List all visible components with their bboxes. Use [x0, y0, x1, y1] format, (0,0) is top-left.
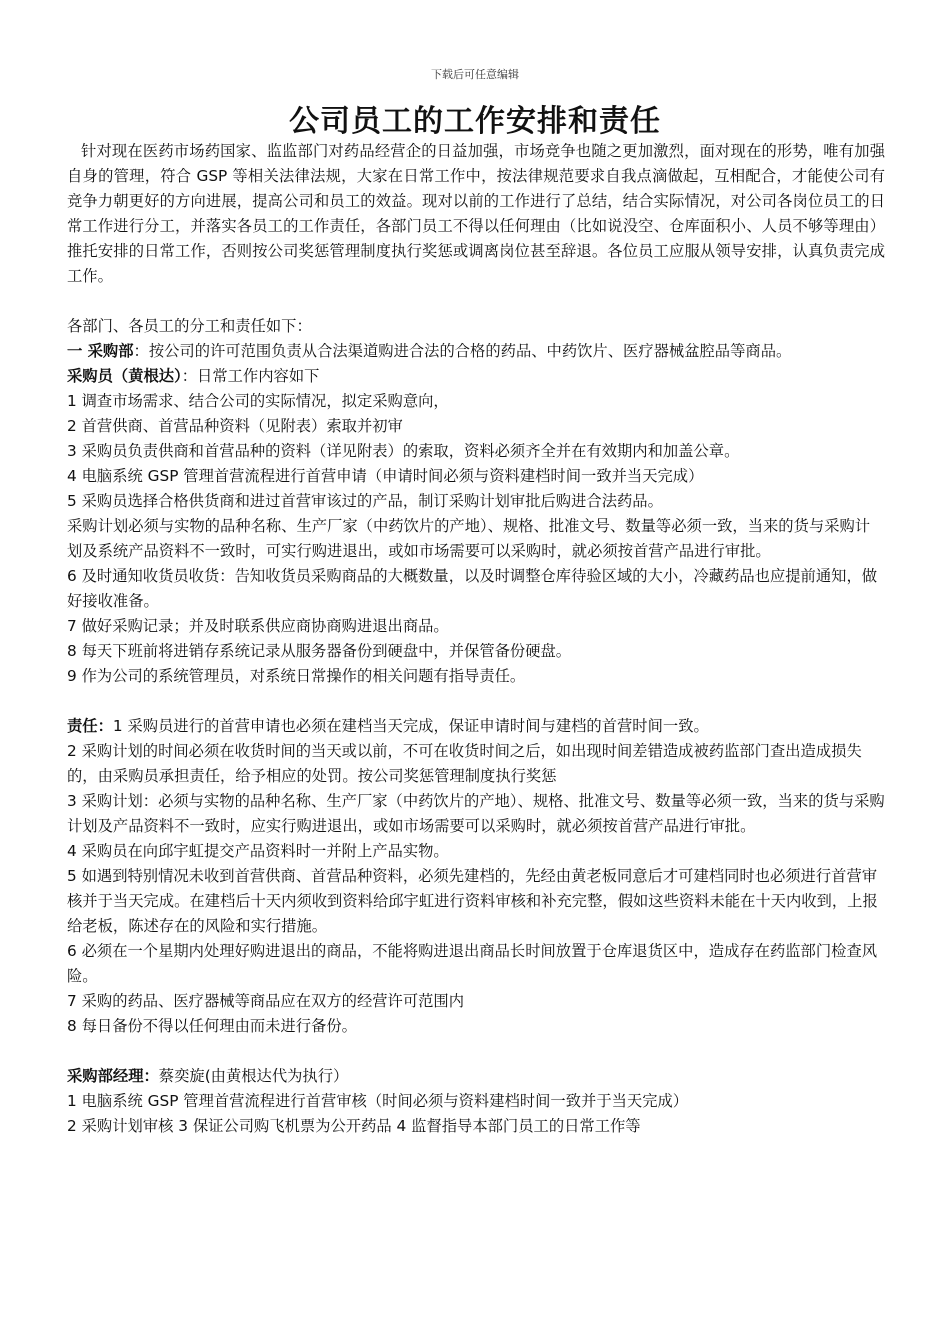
responsibility-item: 7 采购的药品、医疗器械等商品应在双方的经营许可范围内 — [67, 992, 465, 1010]
responsibility-item — [67, 714, 885, 739]
spacer — [67, 689, 885, 714]
manager-duty-item: 1 电脑系统 GSP 管理首营流程进行首营审核（时间必须与资料建档时间一致并于当天完成） — [67, 1092, 689, 1110]
duty-item: 采购计划必须与实物的品种名称、生产厂家（中药饮片的产地）、规格、批准文号、数量等必须一致，当来的货与采购计划及系统产品资料不一致时，可实行购进退出，或如市场需要可以采购时，就必须按首营产品进行审批。 — [67, 517, 871, 560]
intro-paragraph: 针对现在医药市场药国家、监监部门对药品经营企的日益加强，市场竞争也随之更加激烈，面对现在的形势，唯有加强自身的管理，符合 GSP 等相关法律法规，大家在日常工作中，按法律规范要求自我点滴做起，互相配合，才能使公司有竞争力朝更好的方向进展，提高公司和员工的效益。现对以前的工作进行了总结，结合实际情况，对公司各岗位员工的日常工作进行分工，并落实各员工的工作责任，各部门员工不得以任何理由（比如说没空、仓库面积小、人员不够等理由）推托安排的日常工作，否则按公司奖惩管理制度执行奖惩或调离岗位甚至辞退。各位员工应服从领导安排，认真负责完成工作。 — [67, 142, 885, 285]
purchasing-section — [67, 339, 885, 364]
duty-item: 7 做好采购记录；并及时联系供应商协商购进退出商品。 — [67, 617, 449, 635]
buyer-desc: ：日常工作内容如下 — [181, 367, 320, 385]
manager-line — [67, 1064, 885, 1089]
duty-item: 1 调查市场需求、结合公司的实际情况，拟定采购意向， — [67, 392, 449, 410]
responsibility-item: 5 如遇到特别情况未收到首营供商、首营品种资料，必须先建档的，先经由黄老板同意后才可建档同时也必须进行首营审核并于当天完成。在建档后十天内须收到资料给邱宇虹进行资料审核和补充完整，假如这些资料未能在十天内收到，上报给老板，陈述存在的风险和实行措施。 — [67, 867, 878, 935]
spacer — [67, 289, 885, 314]
purchasing-heading: 一 采购部 — [67, 342, 134, 360]
manager-label: 采购部经理： — [67, 1067, 159, 1085]
manager-duty-item: 2 采购计划审核 3 保证公司购飞机票为公开药品 4 监督指导本部门员工的日常工作等 — [67, 1117, 641, 1135]
responsibility-label: 责任： — [67, 717, 113, 735]
duty-item: 2 首营供商、首营品种资料（见附表）索取并初审 — [67, 417, 403, 435]
manager-desc: 蔡奕旋(由黄根达代为执行） — [158, 1067, 349, 1085]
header-note: 下载后可任意编辑 — [431, 68, 519, 81]
purchasing-desc: ：按公司的许可范围负责从合法渠道购进合法的合格的药品、中药饮片、医疗器械盆腔品等商品。 — [133, 342, 792, 360]
responsibility-item: 2 采购计划的时间必须在收货时间的当天或以前，不可在收货时间之后，如出现时间差错造成被药监部门查出造成损失的，由采购员承担责任，给予相应的处罚。按公司奖惩管理制度执行奖惩 — [67, 742, 862, 785]
division-intro: 各部门、各员工的分工和责任如下： — [67, 317, 312, 335]
document-title: 公司员工的工作安排和责任 — [289, 104, 661, 139]
responsibility-item: 8 每日备份不得以任何理由而未进行备份。 — [67, 1017, 357, 1035]
responsibility-item: 4 采购员在向邱宇虹提交产品资料时一并附上产品实物。 — [67, 842, 449, 860]
responsibility-item: 6 必须在一个星期内处理好购进退出的商品，不能将购进退出商品长时间放置于仓库退货区中，造成存在药监部门检查风险。 — [67, 942, 878, 985]
buyer-line — [67, 364, 885, 389]
spacer — [67, 1039, 885, 1064]
duty-item: 9 作为公司的系统管理员，对系统日常操作的相关问题有指导责任。 — [67, 667, 526, 685]
duty-item: 6 及时通知收货员收货：告知收货员采购商品的大概数量，以及时调整仓库待验区域的大小，冷藏药品也应提前通知，做好接收准备。 — [67, 567, 878, 610]
responsibility-text: 1 采购员进行的首营申请也必须在建档当天完成，保证申请时间与建档的首营时间一致。 — [112, 717, 709, 735]
duty-item: 8 每天下班前将进销存系统记录从服务器备份到硬盘中，并保管备份硬盘。 — [67, 642, 572, 660]
duty-item: 5 采购员选择合格供货商和进过首营审该过的产品，制订采购计划审批后购进合法药品。 — [67, 492, 663, 510]
document-body — [67, 139, 885, 1139]
duty-item: 4 电脑系统 GSP 管理首营流程进行首营申请（申请时间必须与资料建档时间一致并当天完成） — [67, 467, 704, 485]
duty-item: 3 采购员负责供商和首营品种的资料（详见附表）的索取，资料必须齐全并在有效期内和加盖公章。 — [67, 442, 740, 460]
buyer-label: 采购员（黄根达） — [67, 367, 182, 385]
responsibility-item: 3 采购计划：必须与实物的品种名称、生产厂家（中药饮片的产地）、规格、批准文号、数量等必须一致，当来的货与采购计划及产品资料不一致时，应实行购进退出，或如市场需要可以采购时，就必须按首营产品进行审批。 — [67, 792, 885, 835]
